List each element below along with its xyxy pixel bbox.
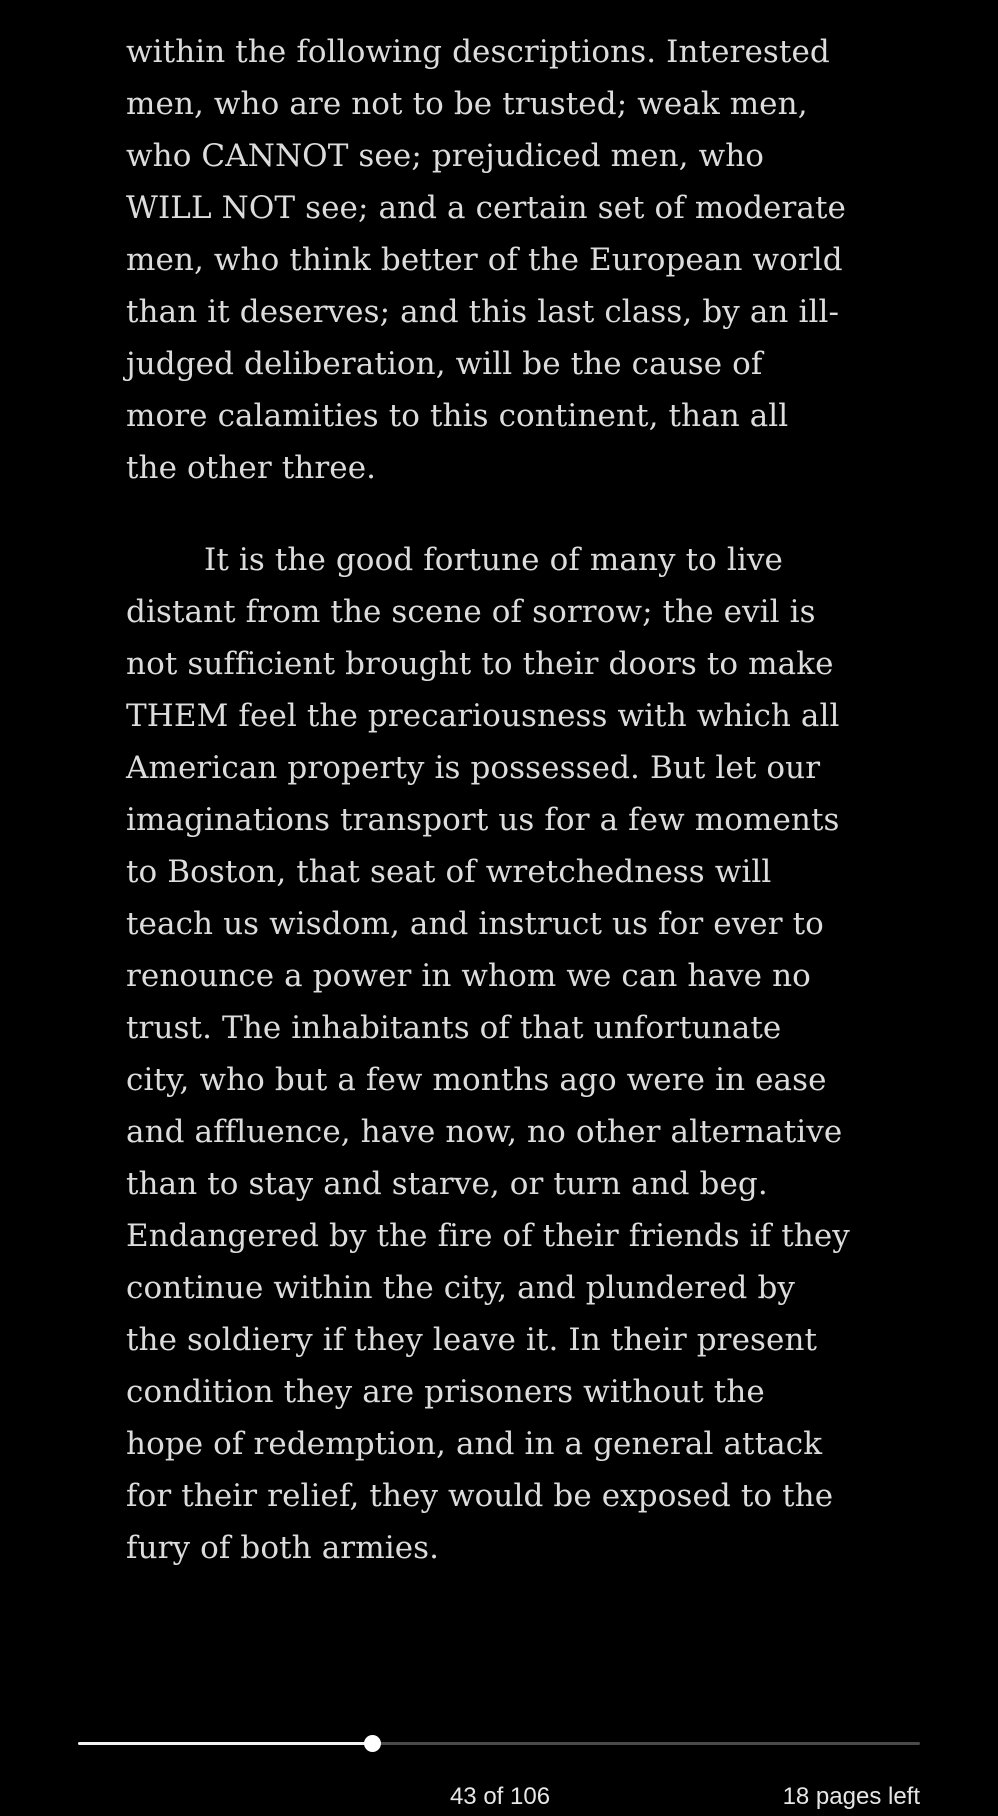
text-line: men, who think better of the European world [126, 242, 843, 278]
text-line: who CANNOT see; prejudiced men, who [126, 138, 765, 174]
text-line: for their relief, they would be exposed to the [126, 1478, 834, 1514]
text-line: teach us wisdom, and instruct us for ever to [126, 906, 824, 942]
progress-fill [78, 1742, 372, 1745]
progress-scrubber-handle[interactable] [364, 1735, 381, 1752]
text-line: judged deliberation, will be the cause of [126, 346, 763, 382]
text-line: Endangered by the fire of their friends if they [126, 1218, 850, 1254]
text-line: more calamities to this continent, than all [126, 398, 789, 434]
reading-progress-slider[interactable] [78, 1742, 920, 1745]
text-line: the other three. [126, 450, 377, 486]
text-line: American property is possessed. But let our [126, 750, 821, 786]
pages-left-label: 18 pages left [782, 1783, 920, 1810]
text-line: fury of both armies. [126, 1530, 440, 1566]
text-line: men, who are not to be trusted; weak men, [126, 86, 808, 122]
paragraph-1 [126, 26, 926, 494]
text-line: not sufficient brought to their doors to make [126, 646, 834, 682]
text-line: It is the good fortune of many to live [204, 542, 783, 578]
text-line: WILL NOT see; and a certain set of moderate [126, 190, 846, 226]
text-line: renounce a power in whom we can have no [126, 958, 811, 994]
book-text [126, 26, 926, 1574]
text-line: than it deserves; and this last class, by an ill- [126, 294, 840, 330]
text-line: condition they are prisoners without the [126, 1374, 765, 1410]
text-line: city, who but a few months ago were in ease [126, 1062, 827, 1098]
text-line: imaginations transport us for a few moments [126, 802, 840, 838]
text-line: to Boston, that seat of wretchedness will [126, 854, 772, 890]
text-line: THEM feel the precariousness with which all [126, 698, 840, 734]
text-line: distant from the scene of sorrow; the evil is [126, 594, 816, 630]
text-line: hope of redemption, and in a general attack [126, 1426, 823, 1462]
text-line: and affluence, have now, no other alternative [126, 1114, 843, 1150]
paragraph-spacer [126, 494, 926, 534]
text-line: than to stay and starve, or turn and beg. [126, 1166, 768, 1202]
text-line: the soldiery if they leave it. In their present [126, 1322, 818, 1358]
text-line: trust. The inhabitants of that unfortunate [126, 1010, 782, 1046]
page-count-label: 43 of 106 [449, 1783, 551, 1810]
paragraph-2 [126, 534, 926, 1574]
text-line: continue within the city, and plundered by [126, 1270, 796, 1306]
text-line: within the following descriptions. Interested [126, 34, 830, 70]
